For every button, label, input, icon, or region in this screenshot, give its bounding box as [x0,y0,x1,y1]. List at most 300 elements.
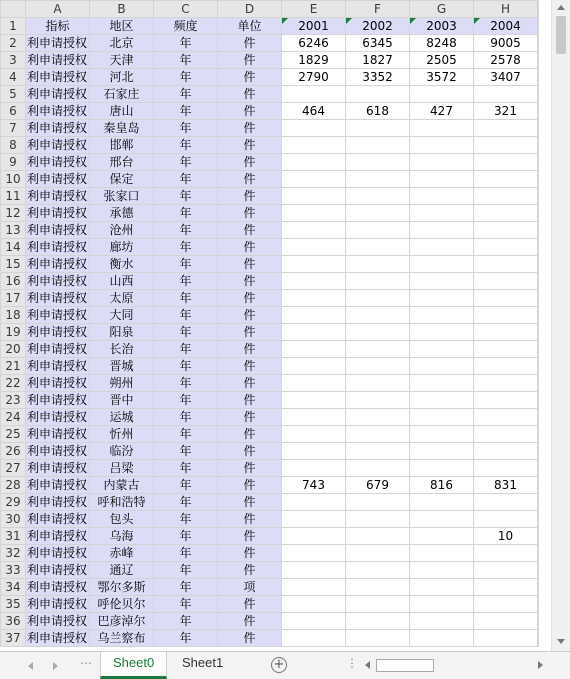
value-cell[interactable] [474,222,538,239]
tab-sheet1[interactable]: Sheet1 [182,655,224,670]
value-cell[interactable]: 831 [474,477,538,494]
header-cell[interactable]: 单位 [218,18,282,35]
empty-cell[interactable] [538,477,539,494]
region-cell[interactable]: 秦皇岛 [90,120,154,137]
horizontal-scrollbar[interactable] [362,657,548,673]
indicator-cell[interactable]: 利申请授权 [26,409,90,426]
value-cell[interactable] [282,494,346,511]
empty-cell[interactable] [538,222,539,239]
value-cell[interactable]: 464 [282,103,346,120]
region-cell[interactable]: 忻州 [90,426,154,443]
empty-cell[interactable] [538,35,539,52]
region-cell[interactable]: 呼伦贝尔 [90,596,154,613]
row-number[interactable]: 36 [1,613,26,630]
unit-cell[interactable]: 件 [218,528,282,545]
empty-cell[interactable] [538,375,539,392]
value-cell[interactable] [474,154,538,171]
unit-cell[interactable]: 件 [218,341,282,358]
value-cell[interactable] [410,137,474,154]
indicator-cell[interactable]: 利申请授权 [26,562,90,579]
value-cell[interactable] [474,171,538,188]
value-cell[interactable] [346,409,410,426]
value-cell[interactable] [282,137,346,154]
region-cell[interactable]: 北京 [90,35,154,52]
row-number[interactable]: 6 [1,103,26,120]
value-cell[interactable] [474,392,538,409]
empty-cell[interactable] [538,273,539,290]
unit-cell[interactable]: 件 [218,222,282,239]
empty-cell[interactable] [538,579,539,596]
empty-cell[interactable] [538,562,539,579]
value-cell[interactable] [282,341,346,358]
value-cell[interactable]: 679 [346,477,410,494]
value-cell[interactable] [410,579,474,596]
value-cell[interactable] [410,596,474,613]
value-cell[interactable] [346,528,410,545]
indicator-cell[interactable]: 利申请授权 [26,256,90,273]
value-cell[interactable] [474,307,538,324]
row-number[interactable]: 8 [1,137,26,154]
unit-cell[interactable]: 件 [218,494,282,511]
value-cell[interactable] [282,205,346,222]
value-cell[interactable] [282,596,346,613]
empty-cell[interactable] [538,205,539,222]
value-cell[interactable] [346,137,410,154]
region-cell[interactable]: 石家庄 [90,86,154,103]
row-number[interactable]: 27 [1,460,26,477]
row-number[interactable]: 12 [1,205,26,222]
value-cell[interactable]: 1829 [282,52,346,69]
value-cell[interactable] [474,409,538,426]
value-cell[interactable] [410,511,474,528]
value-cell[interactable] [410,256,474,273]
unit-cell[interactable]: 件 [218,392,282,409]
frequency-cell[interactable]: 年 [154,103,218,120]
row-number[interactable]: 16 [1,273,26,290]
value-cell[interactable] [346,205,410,222]
region-cell[interactable]: 长治 [90,341,154,358]
value-cell[interactable] [346,511,410,528]
frequency-cell[interactable]: 年 [154,205,218,222]
unit-cell[interactable]: 件 [218,86,282,103]
column-header[interactable]: H [474,1,538,18]
column-header[interactable]: G [410,1,474,18]
frequency-cell[interactable]: 年 [154,562,218,579]
value-cell[interactable] [410,528,474,545]
value-cell[interactable] [346,460,410,477]
indicator-cell[interactable]: 利申请授权 [26,392,90,409]
frequency-cell[interactable]: 年 [154,477,218,494]
plus-circle-icon[interactable]: + [271,657,287,673]
value-cell[interactable] [346,426,410,443]
empty-cell[interactable] [538,341,539,358]
value-cell[interactable]: 3407 [474,69,538,86]
row-number[interactable]: 37 [1,630,26,647]
tab-sheet0[interactable]: Sheet0 [100,652,167,679]
empty-cell[interactable] [538,630,539,647]
indicator-cell[interactable]: 利申请授权 [26,545,90,562]
region-cell[interactable]: 邢台 [90,154,154,171]
frequency-cell[interactable]: 年 [154,239,218,256]
region-cell[interactable]: 晋中 [90,392,154,409]
value-cell[interactable] [346,154,410,171]
unit-cell[interactable]: 件 [218,596,282,613]
indicator-cell[interactable]: 利申请授权 [26,324,90,341]
unit-cell[interactable]: 件 [218,137,282,154]
value-cell[interactable] [410,239,474,256]
unit-cell[interactable]: 件 [218,69,282,86]
row-number[interactable]: 15 [1,256,26,273]
value-cell[interactable] [410,460,474,477]
column-header-partial[interactable] [538,1,539,18]
header-cell[interactable]: 频度 [154,18,218,35]
value-cell[interactable] [346,222,410,239]
value-cell[interactable] [282,154,346,171]
value-cell[interactable] [346,613,410,630]
value-cell[interactable] [346,494,410,511]
year-header-cell[interactable] [410,18,474,35]
empty-cell[interactable] [538,239,539,256]
row-number[interactable]: 31 [1,528,26,545]
indicator-cell[interactable]: 利申请授权 [26,460,90,477]
value-cell[interactable] [346,188,410,205]
unit-cell[interactable]: 件 [218,35,282,52]
value-cell[interactable] [410,171,474,188]
value-cell[interactable] [346,358,410,375]
value-cell[interactable] [346,545,410,562]
frequency-cell[interactable]: 年 [154,188,218,205]
empty-cell[interactable] [538,409,539,426]
row-number[interactable]: 14 [1,239,26,256]
value-cell[interactable] [410,426,474,443]
value-cell[interactable] [410,409,474,426]
row-number[interactable]: 18 [1,307,26,324]
column-header[interactable]: C [154,1,218,18]
value-cell[interactable] [282,528,346,545]
value-cell[interactable] [410,358,474,375]
unit-cell[interactable]: 件 [218,324,282,341]
frequency-cell[interactable]: 年 [154,443,218,460]
indicator-cell[interactable]: 利申请授权 [26,375,90,392]
empty-cell[interactable] [538,103,539,120]
unit-cell[interactable]: 件 [218,443,282,460]
region-cell[interactable]: 山西 [90,273,154,290]
indicator-cell[interactable]: 利申请授权 [26,596,90,613]
indicator-cell[interactable]: 利申请授权 [26,494,90,511]
value-cell[interactable] [474,545,538,562]
frequency-cell[interactable]: 年 [154,579,218,596]
value-cell[interactable] [282,324,346,341]
indicator-cell[interactable]: 利申请授权 [26,273,90,290]
unit-cell[interactable]: 件 [218,188,282,205]
value-cell[interactable] [474,205,538,222]
vertical-scroll-thumb[interactable] [556,16,566,54]
region-cell[interactable]: 保定 [90,171,154,188]
region-cell[interactable]: 大同 [90,307,154,324]
value-cell[interactable] [282,307,346,324]
value-cell[interactable] [410,562,474,579]
value-cell[interactable] [282,545,346,562]
region-cell[interactable]: 承德 [90,205,154,222]
indicator-cell[interactable]: 利申请授权 [26,358,90,375]
value-cell[interactable] [474,86,538,103]
value-cell[interactable] [474,120,538,137]
indicator-cell[interactable]: 利申请授权 [26,307,90,324]
value-cell[interactable] [410,154,474,171]
region-cell[interactable]: 包头 [90,511,154,528]
frequency-cell[interactable]: 年 [154,528,218,545]
empty-cell[interactable] [538,613,539,630]
indicator-cell[interactable]: 利申请授权 [26,69,90,86]
indicator-cell[interactable]: 利申请授权 [26,426,90,443]
value-cell[interactable] [410,630,474,647]
frequency-cell[interactable]: 年 [154,154,218,171]
frequency-cell[interactable]: 年 [154,511,218,528]
value-cell[interactable] [346,273,410,290]
scroll-left-icon[interactable] [365,661,370,669]
value-cell[interactable] [282,239,346,256]
value-cell[interactable] [410,392,474,409]
value-cell[interactable] [474,443,538,460]
row-number[interactable]: 33 [1,562,26,579]
value-cell[interactable] [282,630,346,647]
region-cell[interactable]: 呼和浩特 [90,494,154,511]
value-cell[interactable] [410,443,474,460]
year-header-cell[interactable] [474,18,538,35]
frequency-cell[interactable]: 年 [154,256,218,273]
value-cell[interactable]: 6246 [282,35,346,52]
indicator-cell[interactable]: 利申请授权 [26,52,90,69]
value-cell[interactable] [410,188,474,205]
value-cell[interactable] [346,392,410,409]
row-number[interactable]: 2 [1,35,26,52]
row-number[interactable]: 22 [1,375,26,392]
row-number[interactable]: 3 [1,52,26,69]
indicator-cell[interactable]: 利申请授权 [26,239,90,256]
row-number[interactable]: 11 [1,188,26,205]
value-cell[interactable] [282,426,346,443]
indicator-cell[interactable]: 利申请授权 [26,154,90,171]
frequency-cell[interactable]: 年 [154,273,218,290]
unit-cell[interactable]: 件 [218,562,282,579]
value-cell[interactable]: 427 [410,103,474,120]
row-number[interactable]: 13 [1,222,26,239]
row-number[interactable]: 4 [1,69,26,86]
unit-cell[interactable]: 件 [218,273,282,290]
value-cell[interactable] [282,188,346,205]
value-cell[interactable] [474,511,538,528]
value-cell[interactable] [410,545,474,562]
row-number[interactable]: 23 [1,392,26,409]
frequency-cell[interactable]: 年 [154,341,218,358]
region-cell[interactable]: 内蒙古 [90,477,154,494]
frequency-cell[interactable]: 年 [154,137,218,154]
value-cell[interactable] [282,273,346,290]
empty-cell[interactable] [538,528,539,545]
region-cell[interactable]: 张家口 [90,188,154,205]
frequency-cell[interactable]: 年 [154,613,218,630]
indicator-cell[interactable]: 利申请授权 [26,477,90,494]
indicator-cell[interactable]: 利申请授权 [26,188,90,205]
unit-cell[interactable]: 件 [218,545,282,562]
value-cell[interactable] [346,256,410,273]
frequency-cell[interactable]: 年 [154,120,218,137]
row-number[interactable]: 34 [1,579,26,596]
value-cell[interactable] [474,426,538,443]
unit-cell[interactable]: 件 [218,307,282,324]
frequency-cell[interactable]: 年 [154,35,218,52]
value-cell[interactable] [282,358,346,375]
value-cell[interactable] [410,290,474,307]
scroll-down-icon[interactable] [557,639,565,644]
indicator-cell[interactable]: 利申请授权 [26,341,90,358]
value-cell[interactable]: 3572 [410,69,474,86]
value-cell[interactable] [474,137,538,154]
value-cell[interactable] [474,273,538,290]
value-cell[interactable] [346,324,410,341]
frequency-cell[interactable]: 年 [154,494,218,511]
unit-cell[interactable]: 件 [218,103,282,120]
row-number[interactable]: 29 [1,494,26,511]
year-header-cell[interactable] [346,18,410,35]
year-header-cell[interactable] [282,18,346,35]
empty-cell[interactable] [538,511,539,528]
frequency-cell[interactable]: 年 [154,69,218,86]
region-cell[interactable]: 河北 [90,69,154,86]
indicator-cell[interactable]: 利申请授权 [26,171,90,188]
indicator-cell[interactable]: 利申请授权 [26,290,90,307]
region-cell[interactable]: 阳泉 [90,324,154,341]
value-cell[interactable] [410,324,474,341]
value-cell[interactable] [282,579,346,596]
value-cell[interactable] [282,256,346,273]
frequency-cell[interactable]: 年 [154,545,218,562]
frequency-cell[interactable]: 年 [154,409,218,426]
frequency-cell[interactable]: 年 [154,307,218,324]
empty-cell[interactable] [538,494,539,511]
frequency-cell[interactable]: 年 [154,426,218,443]
value-cell[interactable] [346,375,410,392]
row-number[interactable]: 7 [1,120,26,137]
region-cell[interactable]: 临汾 [90,443,154,460]
indicator-cell[interactable]: 利申请授权 [26,205,90,222]
region-cell[interactable]: 晋城 [90,358,154,375]
row-number[interactable]: 5 [1,86,26,103]
value-cell[interactable] [474,596,538,613]
row-number[interactable]: 1 [1,18,26,35]
header-cell[interactable]: 地区 [90,18,154,35]
scroll-right-icon[interactable] [538,661,543,669]
value-cell[interactable] [346,171,410,188]
value-cell[interactable] [282,120,346,137]
value-cell[interactable]: 2505 [410,52,474,69]
value-cell[interactable]: 3352 [346,69,410,86]
unit-cell[interactable]: 件 [218,477,282,494]
indicator-cell[interactable]: 利申请授权 [26,35,90,52]
row-number[interactable]: 19 [1,324,26,341]
empty-cell[interactable] [538,307,539,324]
value-cell[interactable] [282,86,346,103]
value-cell[interactable] [346,239,410,256]
row-number[interactable]: 28 [1,477,26,494]
column-header[interactable]: E [282,1,346,18]
unit-cell[interactable]: 件 [218,613,282,630]
value-cell[interactable] [410,120,474,137]
empty-cell[interactable] [538,545,539,562]
value-cell[interactable] [282,171,346,188]
empty-cell[interactable] [538,256,539,273]
indicator-cell[interactable]: 利申请授权 [26,137,90,154]
value-cell[interactable] [474,460,538,477]
indicator-cell[interactable]: 利申请授权 [26,222,90,239]
indicator-cell[interactable]: 利申请授权 [26,528,90,545]
indicator-cell[interactable]: 利申请授权 [26,120,90,137]
value-cell[interactable]: 10 [474,528,538,545]
value-cell[interactable]: 1827 [346,52,410,69]
value-cell[interactable] [282,460,346,477]
select-all-corner[interactable] [1,1,26,18]
value-cell[interactable] [282,409,346,426]
value-cell[interactable] [282,562,346,579]
value-cell[interactable] [410,222,474,239]
indicator-cell[interactable]: 利申请授权 [26,511,90,528]
frequency-cell[interactable]: 年 [154,358,218,375]
unit-cell[interactable]: 件 [218,239,282,256]
frequency-cell[interactable]: 年 [154,171,218,188]
value-cell[interactable]: 9005 [474,35,538,52]
unit-cell[interactable]: 件 [218,630,282,647]
frequency-cell[interactable]: 年 [154,460,218,477]
unit-cell[interactable]: 件 [218,256,282,273]
header-cell[interactable]: 指标 [26,18,90,35]
value-cell[interactable] [474,613,538,630]
frequency-cell[interactable]: 年 [154,52,218,69]
region-cell[interactable]: 运城 [90,409,154,426]
region-cell[interactable]: 乌兰察布 [90,630,154,647]
value-cell[interactable]: 6345 [346,35,410,52]
region-cell[interactable]: 鄂尔多斯 [90,579,154,596]
region-cell[interactable]: 沧州 [90,222,154,239]
empty-cell[interactable] [538,69,539,86]
frequency-cell[interactable]: 年 [154,222,218,239]
empty-cell[interactable] [538,154,539,171]
empty-cell[interactable] [538,188,539,205]
horizontal-scroll-thumb[interactable] [376,659,434,672]
frequency-cell[interactable]: 年 [154,596,218,613]
column-header[interactable]: A [26,1,90,18]
unit-cell[interactable]: 件 [218,205,282,222]
value-cell[interactable] [410,341,474,358]
indicator-cell[interactable]: 利申请授权 [26,86,90,103]
value-cell[interactable]: 8248 [410,35,474,52]
empty-cell[interactable] [538,596,539,613]
value-cell[interactable] [474,188,538,205]
region-cell[interactable]: 通辽 [90,562,154,579]
value-cell[interactable] [282,375,346,392]
value-cell[interactable] [474,375,538,392]
indicator-cell[interactable]: 利申请授权 [26,579,90,596]
value-cell[interactable] [346,630,410,647]
empty-cell[interactable] [538,52,539,69]
region-cell[interactable]: 乌海 [90,528,154,545]
row-number[interactable]: 9 [1,154,26,171]
frequency-cell[interactable]: 年 [154,290,218,307]
empty-cell[interactable] [538,120,539,137]
unit-cell[interactable]: 件 [218,409,282,426]
empty-cell[interactable] [538,358,539,375]
value-cell[interactable] [474,494,538,511]
empty-cell[interactable] [538,324,539,341]
